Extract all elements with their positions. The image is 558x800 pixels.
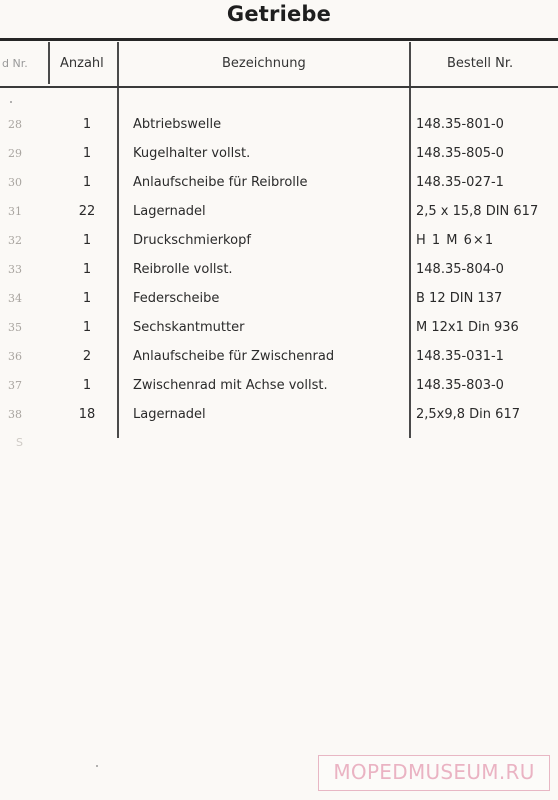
row-quantity: 1 [82,378,92,393]
header-bezeichnung: Bezeichnung [222,56,306,71]
row-description: Lagernadel [133,204,206,219]
row-part-number: 148.35-801-0 [416,117,504,132]
row-quantity: 1 [82,233,92,248]
top-rule [0,38,558,41]
column-divider-bezeichnung [409,42,411,438]
row-part-number: B 12 DIN 137 [416,291,503,306]
row-description: Abtriebswelle [133,117,222,132]
row-quantity: 1 [82,291,92,306]
row-part-number: 148.35-031-1 [416,349,504,364]
row-description: Federscheibe [133,291,220,306]
row-number: 38 [8,408,22,421]
row-number: 32 [8,234,22,247]
header-bestell-nr: Bestell Nr. [447,56,514,71]
row-part-number: 148.35-804-0 [416,262,504,277]
row-part-number: 148.35-805-0 [416,146,504,161]
page-title: Getriebe [226,2,332,26]
row-number: 30 [8,176,22,189]
row-description: Sechskantmutter [133,320,245,335]
row-part-number: M 12x1 Din 936 [416,320,519,335]
header-rule [0,86,558,88]
header-nr: d Nr. [2,57,28,70]
row-number: 29 [8,147,22,160]
row-number: 36 [8,350,22,363]
column-divider-anzahl [117,42,119,438]
row-number: 34 [8,292,22,305]
row-part-number: 148.35-027-1 [416,175,504,190]
row-quantity: 22 [78,204,96,219]
speck [10,101,12,103]
row-quantity: 1 [82,320,92,335]
column-divider-nr [48,42,50,84]
row-description: Reibrolle vollst. [133,262,233,277]
row-description: Druckschmierkopf [133,233,251,248]
row-quantity: 2 [82,349,92,364]
row-part-number: 148.35-803-0 [416,378,504,393]
row-description: Zwischenrad mit Achse vollst. [133,378,328,393]
row-number: 35 [8,321,22,334]
row-quantity: 1 [82,146,92,161]
watermark: MOPEDMUSEUM.RU [318,755,550,791]
row-part-number: 2,5x9,8 Din 617 [416,407,520,422]
speck [96,765,98,767]
row-number: 31 [8,205,22,218]
row-description: Anlaufscheibe für Zwischenrad [133,349,335,364]
row-description: Kugelhalter vollst. [133,146,251,161]
row-description: Anlaufscheibe für Reibrolle [133,175,308,190]
row-number: 28 [8,118,22,131]
row-part-number: H 1 M 6×1 [416,233,495,248]
row-number: 37 [8,379,22,392]
header-anzahl: Anzahl [60,56,104,71]
row-description: Lagernadel [133,407,206,422]
row-quantity: 1 [82,262,92,277]
row-number: 33 [8,263,22,276]
row-part-number: 2,5 x 15,8 DIN 617 [416,204,539,219]
row-quantity: 18 [78,407,96,422]
row-quantity: 1 [82,117,92,132]
stray-mark: S [16,436,23,449]
row-quantity: 1 [82,175,92,190]
